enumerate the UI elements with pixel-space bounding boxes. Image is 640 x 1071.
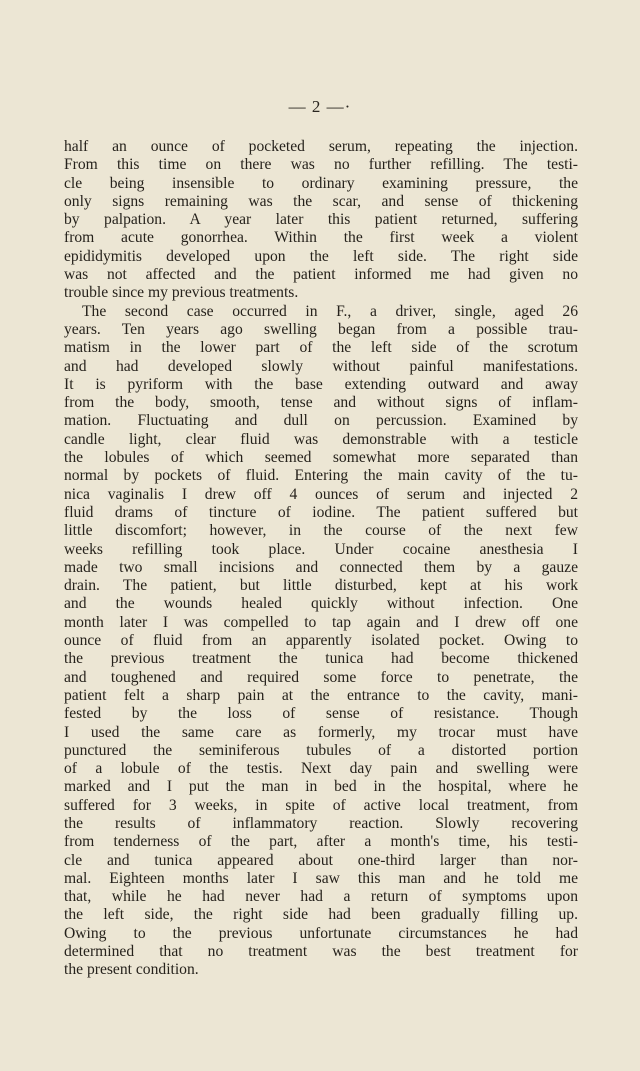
text-line: trouble since my previous treatments. — [64, 284, 299, 302]
text-line: It is pyriform with the base extending outward and away — [64, 375, 578, 393]
text-line: and had developed slowly without painful manifestations. — [64, 357, 578, 375]
text-line: fested by the loss of sense of resistance. Though — [64, 705, 578, 723]
text-line: little discomfort; however, in the course of the next few — [64, 522, 578, 540]
text-line: mation. Fluctuating and dull on percussion. Examined by — [64, 412, 578, 430]
text-line: half an ounce of pocketed serum, repeating the injection. — [64, 138, 578, 155]
text-line: cle and tunica appeared about one-third larger than nor- — [64, 851, 578, 869]
text-line: from the body, smooth, tense and without signs of inflam- — [64, 394, 578, 412]
text-line: the left side, the right side had been gradually filling up. — [64, 906, 578, 924]
text-line: drain. The patient, but little disturbed, kept at his work — [64, 577, 578, 595]
page-number-header: — 2 —· — [288, 97, 352, 116]
text-line: the results of inflammatory reaction. Slowly recovering — [64, 814, 578, 832]
text-line: cle being insensible to ordinary examining pressure, the — [64, 174, 578, 192]
text-line: from acute gonorrhea. Within the first week a violent — [64, 229, 578, 247]
text-line: epididymitis developed upon the left side. The right side — [64, 247, 578, 265]
text-line: the lobules of which seemed somewhat more separated than — [64, 449, 578, 467]
text-line: From this time on there was no further refilling. The testi- — [64, 156, 578, 174]
text-line: marked and I put the man in bed in the hospital, where he — [64, 778, 578, 796]
text-line: and the wounds healed quickly without infection. One — [64, 595, 578, 613]
text-line: Owing to the previous unfortunate circumstances he had — [64, 924, 578, 942]
text-line: the previous treatment the tunica had become thickened — [64, 650, 578, 668]
text-line: and toughened and required some force to penetrate, the — [64, 668, 578, 686]
text-line: by palpation. A year later this patient returned, suffering — [64, 211, 578, 229]
text-line: the present condition. — [64, 961, 199, 979]
text-line: punctured the seminiferous tubules of a distorted portion — [64, 741, 578, 759]
text-line: patient felt a sharp pain at the entrance to the cavity, mani- — [64, 686, 578, 704]
body-text — [64, 138, 578, 980]
text-line: fluid drams of tincture of iodine. The patient suffered but — [64, 503, 578, 521]
text-line: I used the same care as formerly, my trocar must have — [64, 723, 578, 741]
text-line: month later I was compelled to tap again and I drew off one — [64, 613, 578, 631]
text-line: nica vaginalis I drew off 4 ounces of serum and injected 2 — [64, 485, 578, 503]
text-line: made two small incisions and connected them by a gauze — [64, 558, 578, 576]
text-line: determined that no treatment was the best treatment for — [64, 943, 578, 961]
text-line: suffered for 3 weeks, in spite of active local treatment, from — [64, 796, 578, 814]
text-line: ounce of fluid from an apparently isolated pocket. Owing to — [64, 632, 578, 650]
text-line: The second case occurred in F., a driver, single, aged 26 — [82, 302, 578, 320]
text-line: candle light, clear fluid was demonstrable with a testicle — [64, 430, 578, 448]
text-line: from tenderness of the part, after a month's time, his testi- — [64, 833, 578, 851]
text-line: matism in the lower part of the left side of the scrotum — [64, 339, 578, 357]
text-line: of a lobule of the testis. Next day pain and swelling were — [64, 760, 578, 778]
text-line: only signs remaining was the scar, and sense of thickening — [64, 192, 578, 210]
text-line: that, while he had never had a return of symptoms upon — [64, 888, 578, 906]
text-line: was not affected and the patient informed me had given no — [64, 266, 578, 284]
text-line: mal. Eighteen months later I saw this man and he told me — [64, 869, 578, 887]
text-line: weeks refilling took place. Under cocaine anesthesia I — [64, 540, 578, 558]
text-line: years. Ten years ago swelling began from a possible trau- — [64, 320, 578, 338]
text-line: normal by pockets of fluid. Entering the main cavity of the tu- — [64, 467, 578, 485]
